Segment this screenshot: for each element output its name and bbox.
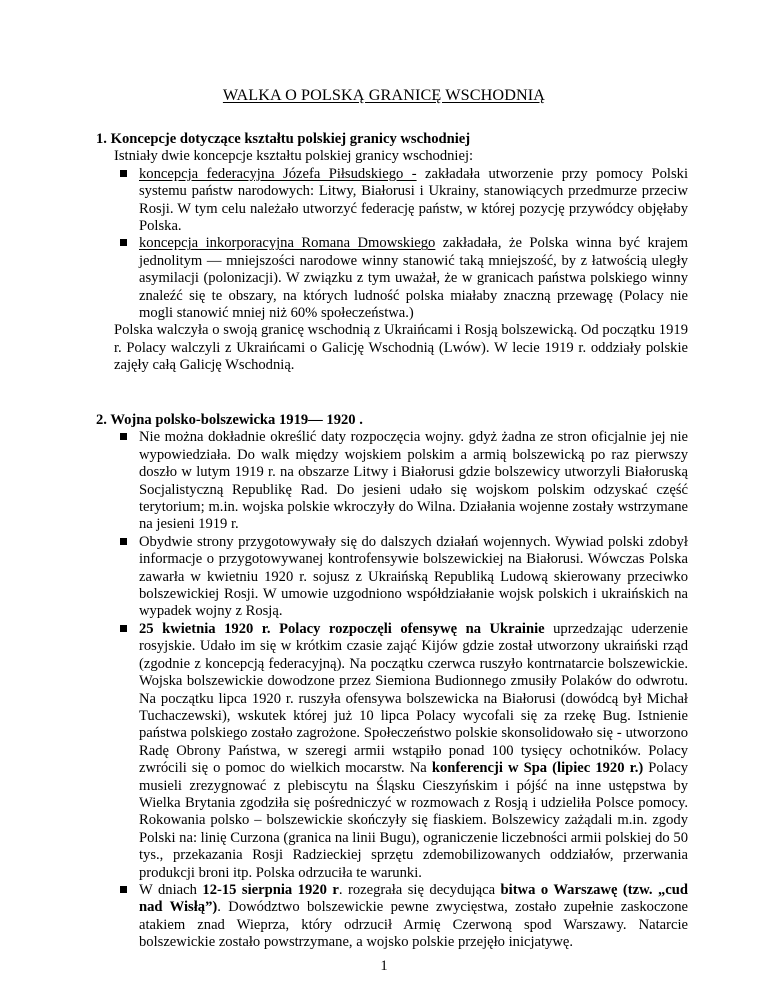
list-item: [139, 621, 688, 882]
battle-mid-text: . rozegrała się decydująca: [338, 881, 501, 898]
offensive-text: uprzedzając uderzenie rosyjskie. Udało im się w krótkim czasie zająć Kijów gdzie został utworzony ukraiński rząd (zgodnie z koncepcją federacyjną). Na początku czerwca ruszyło kontrnatarcie bolszewickie. Wojska bolszewickie dowodzone przez Siemiona Budionnego zmusiły Polaków do odwrotu. Na początku lipca 1920 r. ruszyła ofensywa bolszewicka na Białorusi (dowódcą był Michał Tuchaczewski), wskutek której już 10 lipca Polacy wycofali się za rzekę Bug. Istnienie państwa polskiego zostało zagrożone. Społeczeństwo polskie skonsolidowało się - utworzono Radę Obrony Państwa, w szeregi armii wstąpiło ponad 100 tysięcy ochotników. Polacy zwrócili się o pomoc do wielkich mocarstw. Na: [139, 620, 688, 777]
section-1-intro: Istniały dwie koncepcje kształtu polskiej granicy wschodniej:: [114, 148, 474, 165]
incorporation-concept-text: zakładała, że Polska winna być krajem jednolitym — mniejszości narodowe winny stanowić taką mniejszość, by z łatwością uległy asymilacji (polonizacji). W związku z tym uważał, że w granicach państwa polskiego winny znaleźć się te obszary, na których ludność polska miałaby znaczną przewagę (Polacy nie mogli stanowić mniej niż 60% społeczeństwa.): [139, 235, 688, 322]
battle-intro: W dniach: [139, 881, 203, 898]
battle-date-emphasis: 12-15 sierpnia 1920 r: [202, 881, 339, 898]
list-item: [139, 166, 688, 236]
list-item: Nie można dokładnie określić daty rozpoczęcia wojny. gdyż żadna ze stron oficjalnie jej nie wypowiedziała. Do walk między wojskiem polskim a armią bolszewicką po raz pierwszy doszło w lutym 1919 r. na obszarze Litwy i Białorusi gdzie bolszewicy utworzyli Białoruską Socjalistyczną Republikę Rad. Do jesieni udało się wojskom polskim odzyskać część terytorium; m.in. wojska polskie wkroczyły do Wilna. Działania wojenne zostały wstrzymane na jesieni 1919 r.: [139, 429, 688, 533]
incorporation-concept-term: koncepcja inkorporacyjna Romana Dmowskiego: [139, 235, 436, 252]
section-1-heading: 1. Koncepcje dotyczące kształtu polskiej granicy wschodniej: [96, 131, 471, 147]
section-1: [96, 131, 688, 375]
page-number: 1: [380, 958, 388, 974]
battle-name-emphasis: bitwa o Warszawę (tzw. „cud nad Wisłą”): [139, 881, 688, 916]
battle-text: . Dowództwo bolszewickie pewne zwycięstwa, zostało zupełnie zaskoczone atakiem znad Wieprza, który odrzucił Armię Czerwoną spod Warszawy. Natarcie bolszewickie zostało powstrzymane, a wojsko polskie przejęło inicjatywę.: [139, 899, 688, 951]
federation-concept-text: zakładała utworzenie przy pomocy Polski systemu państw narodowych: Litwy, Białorusi i Ukrainy, stanowiących przedmurze przeciw Rosji. W tym celu należało utworzyć federację państw, w której pozycję przywódcy objęłaby Polska.: [139, 165, 688, 235]
list-item: [139, 235, 688, 322]
section-2-list: [96, 429, 688, 951]
section-1-list: [96, 166, 688, 323]
section-2-heading: 2. Wojna polsko-bolszewicka 1919— 1920 .: [96, 412, 363, 428]
page-title: WALKA O POLSKĄ GRANICĘ WSCHODNIĄ: [222, 86, 546, 104]
list-item: Obydwie strony przygotowywały się do dalszych działań wojennych. Wywiad polski zdobył informacje o przygotowywanej kontrofensywie bolszewickiej na Białorusi. Wówczas Polska zawarła w kwietniu 1920 r. sojusz z Ukraińską Republiką Ludową skierowany przeciwko bolszewickiej Rosji. W umowie uzgodniono współdziałanie wojsk polskich i ukraińskich na wypadek wojny z Rosją.: [139, 533, 688, 620]
federation-concept-term: koncepcja federacyjna Józefa Piłsudskiego -: [139, 165, 417, 182]
spa-conference-emphasis: konferencji w Spa (lipiec 1920 r.): [431, 760, 644, 777]
list-item: [139, 882, 688, 952]
offensive-date-emphasis: 25 kwietnia 1920 r. Polacy rozpoczęli ofensywę na Ukrainie: [139, 620, 545, 637]
section-2: [96, 412, 688, 952]
section-1-closing: Polska walczyła o swoją granicę wschodnią z Ukraińcami i Rosją bolszewicką. Od początku 1919 r. Polacy walczyli z Ukraińcami o Galicję Wschodnią (Lwów). W lecie 1919 r. oddziały polskie zajęły całą Galicję Wschodnią.: [114, 322, 688, 374]
spa-conference-text: Polacy musieli zrezygnować z plebiscytu na Śląsku Cieszyńskim i pójść na inne ustępstwa by Wielka Brytania zgodziła się pośredniczyć w rozmowach z Rosją i udzieliła Polsce pomocy. Rokowania polsko – bolszewickie skończyły się fiaskiem. Bolszewicy zażądali m.in. zgody Polski na: linię Curzona (granica na linii Bugu), ograniczenie liczebności armii polskiej do 50 tys., przekazania Rosji Radzieckiej sprzętu zdemobilizowanych oddziałów, przerwania produkcji broni itp. Polska odrzuciła te warunki.: [139, 760, 688, 881]
